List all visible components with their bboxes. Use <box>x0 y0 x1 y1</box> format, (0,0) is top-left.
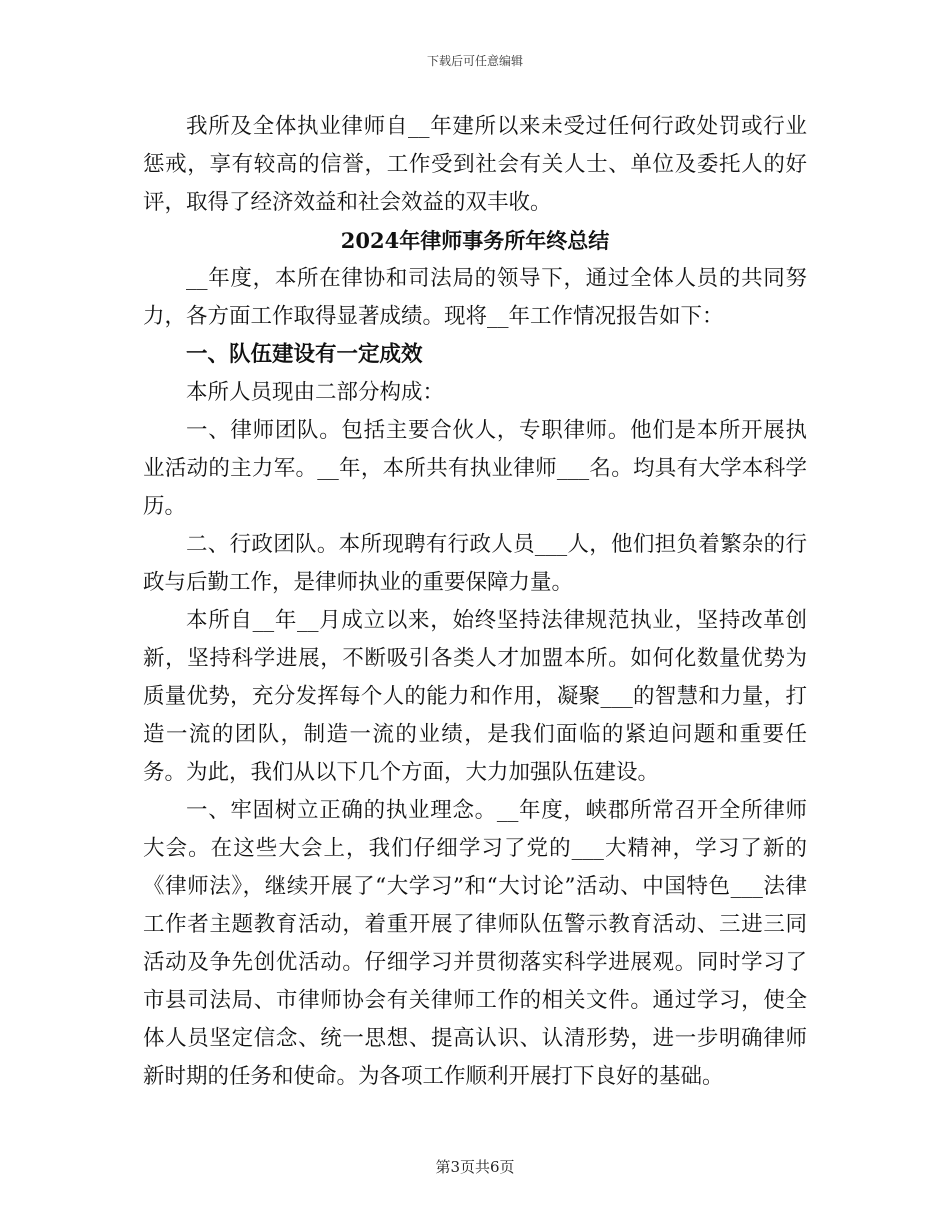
document-title: 2024年律师事务所年终总结 <box>340 228 610 253</box>
paragraph-6: 一、牢固树立正确的执业理念。__年度，峡郡所常召开全所律师大会。在这些大会上，我们仔细学习了党的___大精神，学习了新的《律师法》，继续开展了“大学习”和“大讨论”活动、中国特色___法律工作者主题教育活动，着重开展了律师队伍警示教育活动、三进三同活动及争先创优活动。仔细学习并贯彻落实科学进展观。同时学习了市县司法局、市律师协会有关律师工作的相关文件。通过学习，使全体人员坚定信念、统一思想、提高认识、认清形势，进一步明确律师新时期的任务和使命。为各项工作顺利开展打下良好的基础。 <box>143 798 807 1089</box>
paragraph-1: __年度，本所在律协和司法局的领导下，通过全体人员的共同努力，各方面工作取得显著成绩。现将__年工作情况报告如下： <box>143 266 807 329</box>
paragraph-4: 二、行政团队。本所现聘有行政人员___人，他们担负着繁杂的行政与后勤工作，是律师执业的重要保障力量。 <box>143 532 807 595</box>
document-body <box>143 108 807 1096</box>
paragraph-3: 一、律师团队。包括主要合伙人，专职律师。他们是本所开展执业活动的主力军。__年，本所共有执业律师___名。均具有大学本科学历。 <box>143 418 807 519</box>
paragraph-2: 本所人员现由二部分构成： <box>186 380 445 405</box>
header-note: 下载后可任意编辑 <box>426 54 523 68</box>
paragraph-5: 本所自__年__月成立以来，始终坚持法律规范执业，坚持改革创新，坚持科学进展，不断吸引各类人才加盟本所。如何化数量优势为质量优势，充分发挥每个人的能力和作用，凝聚___的智慧和力量，打造一流的团队，制造一流的业绩，是我们面临的紧迫问题和重要任务。为此，我们从以下几个方面，大力加强队伍建设。 <box>143 608 807 785</box>
section-heading-1: 一、队伍建设有一定成效 <box>186 342 423 367</box>
paragraph-intro: 我所及全体执业律师自__年建所以来未受过任何行政处罚或行业惩戒，享有较高的信誉，工作受到社会有关人士、单位及委托人的好评，取得了经济效益和社会效益的双丰收。 <box>143 114 807 215</box>
page-number: 第3页共6页 <box>435 1158 515 1176</box>
